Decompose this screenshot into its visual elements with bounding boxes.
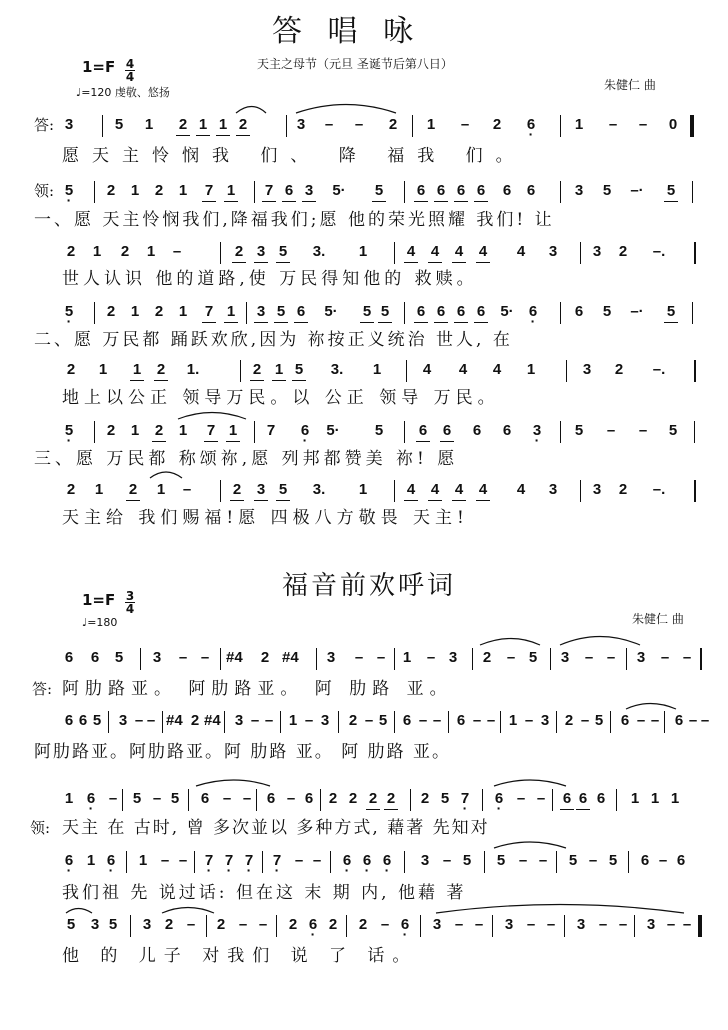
song1-time-signature <box>124 58 136 83</box>
song2-response-notes-2: 6 6 5 3 – – #4 2 #4 3 – – 1 – 3 2 – 5 6 – – 6 – – 1 – 3 2 – 5 6 – – 6 – – <box>0 711 728 735</box>
song1-title: 答 唱 咏 <box>272 14 422 49</box>
song2-response-lyric-1 <box>0 676 728 702</box>
song2-lyric-r2: 阿肋路亚。阿肋路亚。阿 肋路 亚。 阿 肋路 亚。 <box>34 742 452 762</box>
song1-verse3-lyric-a <box>0 446 728 472</box>
song1-verse1-lyric-b <box>0 266 728 292</box>
song1-subtitle: 天主之母节（元旦 圣诞节后第八日） <box>257 57 453 71</box>
song1-lyric-v3b: 天主给 我们赐福!愿 四极八方敬畏 天主! <box>62 508 469 528</box>
song2-response-label: 答: <box>32 680 53 698</box>
song2-verse-lyric-a <box>0 815 728 841</box>
song1-verse-notes-5: · 5 2 1 2 1 7 1 7 · 6 5· 5 6 6 6 6 · 3 5 – – 5 <box>0 421 728 445</box>
song2-lyric-v1a: 天主 在 古时, 曾 多次並以 多种方式, 藉著 先知对 <box>62 818 490 838</box>
song1-lyric-v3a: 三、愿 万民都 称颂祢,愿 列邦都赞美 祢! 愿 <box>34 449 459 469</box>
song1-lead-label: 领: <box>34 182 55 200</box>
song2-time-signature <box>124 590 136 615</box>
song1-composer: 朱健仁 曲 <box>604 78 656 92</box>
song2-composer: 朱健仁 曲 <box>632 612 684 626</box>
song2-time-top: 3 <box>125 589 135 603</box>
song1-lyric-v1a: 一、愿 天主怜悯我们,降福我们;愿 他的荣光照耀 我们! 让 <box>34 210 555 230</box>
song2-lyric-v1c: 他 的 儿子 对我们 说 了 话。 <box>62 946 418 966</box>
song2-verse-lyric-b <box>0 880 728 906</box>
song2-lead-label: 领: <box>30 819 51 837</box>
song1-key: 1=F <box>82 58 116 76</box>
song1-response-notes: 答: 3 5 1 2 1 1 2 3 – – 2 1 – 2 · 6 1 – – 0 <box>0 115 728 139</box>
song2-response-lyric-2 <box>0 739 728 765</box>
song1-verse3-lyric-b <box>0 505 728 531</box>
song1-lyric-v2a: 二、愿 万民都 踊跃欢欣,因为 祢按正义统治 世人, 在 <box>34 330 513 350</box>
song1-verse-notes-2: 2 1 2 1 – 2 3 5 3. 1 4 4 4 4 4 3 3 2 –. <box>0 242 728 266</box>
song1-verse-notes-6: 2 1 2 1 – 2 3 5 3. 1 4 4 4 4 4 3 3 2 –. <box>0 480 728 504</box>
song1-verse1-lyric-a <box>0 207 728 233</box>
song2-verse-notes-1: 1 · 6 – 5 – 5 6 – – 6 – 6 2 2 2 2 2 5 · 7 · 6 – – 6 6 6 1 1 1 <box>0 789 728 813</box>
song1-verse2-lyric-b <box>0 385 728 411</box>
song1-verse-notes-1: 领: · 5 2 1 2 1 7 1 7 6 3 5· 5 6 6 6 6 6 6 3 5 –· 5 <box>0 181 728 205</box>
song1-verse-notes-4: 2 1 1 2 1. 2 1 5 3. 1 4 4 4 1 3 2 –. <box>0 360 728 384</box>
song2-verse-notes-3: 5 3 5 3 2 – 2 – – 2 · 6 2 2 – · 6 3 – – 3 – – 3 – – 3 – – <box>0 915 728 939</box>
song1-lyric-r1: 愿天主怜悯我 们、 降 福我 们。 <box>62 146 526 166</box>
song1-lyric-v1b: 世人认识 他的道路,使 万民得知他的 救赎。 <box>62 269 478 289</box>
song1-verse2-lyric-a <box>0 327 728 353</box>
song1-verse-notes-3: · 5 2 1 2 1 7 1 3 5 6 5· 5 5 6 6 6 6 5· · 6 6 5 –· 5 <box>0 302 728 326</box>
song2-key: 1=F <box>82 591 116 609</box>
song2-tempo: ♩=180 <box>82 616 118 629</box>
song2-time-bottom: 4 <box>125 602 135 616</box>
song1-tempo: ♩=120 虔敬、悠扬 <box>76 86 170 99</box>
song2-lyric-r1: 阿肋路亚。 阿肋路亚。 阿 肋路 亚。 <box>62 679 453 699</box>
song1-response-lyric <box>0 143 728 169</box>
song2-title: 福音前欢呼词 <box>282 571 457 601</box>
song2-response-notes-1: 6 6 5 3 – – #4 2 #4 3 – – 1 – 3 2 – 5 3 – – 3 – – <box>0 648 728 672</box>
song1-time-top: 4 <box>125 57 135 71</box>
song1-response-label: 答: <box>34 116 55 134</box>
song2-verse-lyric-c <box>0 943 728 969</box>
song1-lyric-v2b: 地上以公正 领导万民。以 公正 领导 万民。 <box>62 388 500 408</box>
song2-verse-notes-2: · 6 1 · 6 1 – – · 7 · 7 · 7 · 7 – – · 6 · 6 · 6 3 – 5 5 – – 5 – 5 6 – 6 <box>0 851 728 875</box>
song2-lyric-v1b: 我们祖 先 说过话: 但在这 末 期 内, 他藉 著 <box>62 883 467 903</box>
song1-time-bottom: 4 <box>125 70 135 84</box>
